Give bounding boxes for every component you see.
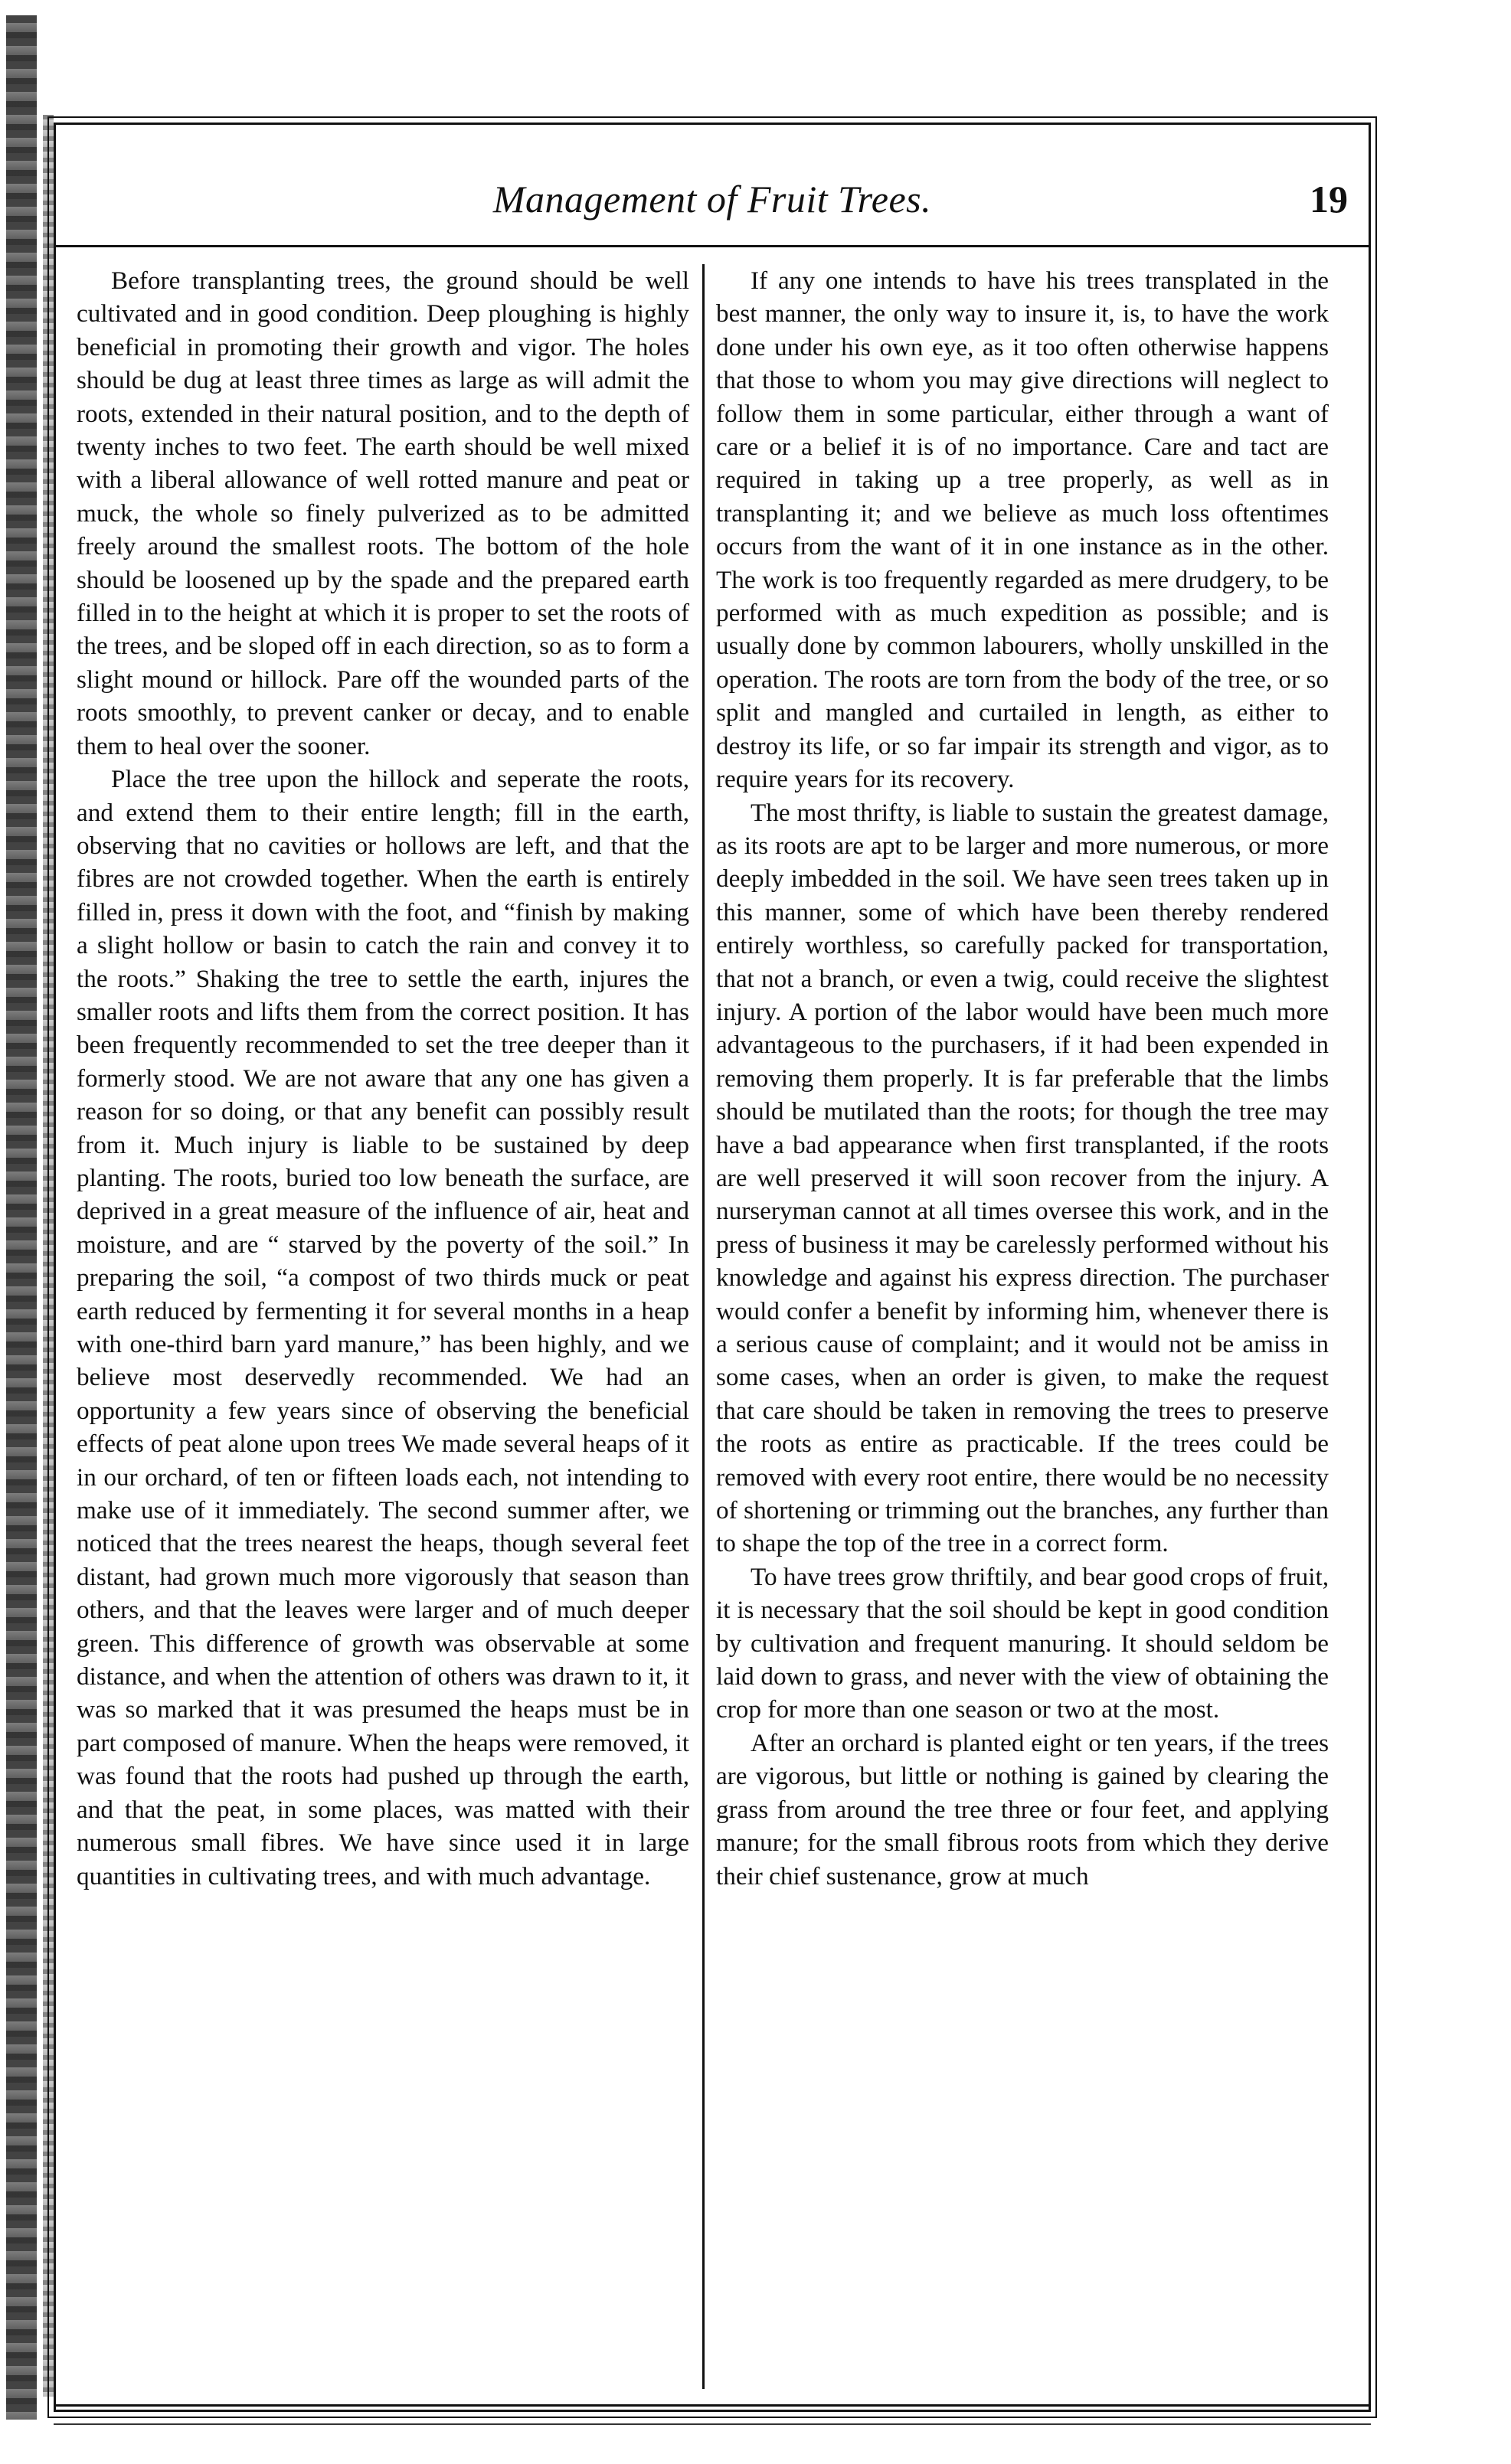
column-divider — [702, 264, 705, 2389]
page-header — [54, 172, 1371, 241]
footer-rule-outer — [54, 2423, 1371, 2425]
paragraph: The most thrifty, is liable to sustain the greatest damage, as its roots are apt to be larger and more numerous, or more deeply imbedded in the soil. We have seen trees taken up in this manner, some of which have been thereby rendered entirely worthless, so carefully packed for transportation, that not a branch, or even a twig, could receive the slightest injury. A portion of the labor would have been much more advantageous to the purchasers, if it had been expended in removing them properly. It is far preferable that the limbs should be mutilated than the roots; for though the tree may have a bad appearance when first transplanted, if the roots are well preserved it will soon recover from the injury. A nurseryman cannot at all times oversee this work, and in the press of business it may be carelessly performed without his knowledge and against his express direction. The purchaser would confer a benefit by informing him, whenever there is a serious cause of complaint; and it would not be amiss in some cases, when an order is given, to make the request that care should be taken in removing the trees to preserve the roots as entire as practicable. If the trees could be removed with every root entire, there would be no necessity of shortening or trimming out the branches, any further than to shape the top of the tree in a correct form. — [716, 798, 1329, 1558]
header-rule — [54, 245, 1371, 247]
left-column — [77, 264, 689, 1893]
paragraph: To have trees grow thriftily, and bear good crops of fruit, it is necessary that the soil should be kept in good condition by cultivation and frequent manuring. It should seldom be laid down to grass, and never with the view of obtaining the crop for more than one season or two at the most. — [716, 1562, 1329, 1724]
page-number: 19 — [1310, 178, 1348, 221]
paragraph: Place the tree upon the hillock and seperate the roots, and extend them to their entire length; fill in the earth, observing that no cavities or hollows are left, and that the fibres are not crowded together. When the earth is entirely filled in, press it down with the foot, and “finish by making a slight hollow or basin to catch the rain and convey it to the roots.” Shaking the tree to settle the earth, injures the smaller roots and lifts them from the correct position. It has been frequently recommended to set the tree deeper than it formerly stood. We are not aware that any one has given a reason for so doing, or that any benefit can possibly result from it. Much injury is liable to be sustained by deep planting. The roots, buried too low beneath the surface, are deprived in a great measure of the influence of air, heat and moisture, and are “ starved by the poverty of the soil.” In preparing the soil, “a compost of two thirds muck or peat earth reduced by fermenting it for several months in a heap with one-third barn yard manure,” has been highly, and we believe most deservedly recommended. We had an opportunity a few years since of observing the beneficial effects of peat alone upon trees We made several heaps of it in our orchard, of ten or fifteen loads each, not intending to make use of it immediately. The second summer after, we noticed that the trees nearest the heaps, though several feet distant, had grown much more vigorously that season than others, and that the leaves were larger and of much deeper green. This difference of growth was observable at some distance, and when the attention of others was drawn to it, it was so marked that it was presumed the heaps must be in part composed of manure. When the heaps were removed, it was found that the roots had pushed up through the earth, and that the peat, in some places, was matted with their numerous small fibres. We have since used it in large quantities in cultivating trees, and with much advantage. — [77, 765, 689, 1890]
running-title: Management of Fruit Trees. — [492, 178, 932, 221]
paragraph: Before transplanting trees, the ground should be well cultivated and in good condition. Deep ploughing is highly beneficial in promoting their growth and vigor. The holes should be dug at least three times as large as will admit the roots, extended in their natural position, and to the depth of twenty inches to two feet. The earth should be well mixed with a liberal allowance of well rotted manure and peat or muck, the whole so finely pulverized as to be admitted freely around the smallest roots. The bottom of the hole should be loosened up by the spade and the prepared earth filled in to the height at which it is proper to set the roots of the trees, and be sloped off in each direction, so as to form a slight mound or hillock. Pare off the wounded parts of the roots smoothly, to prevent canker or decay, and to enable them to heal over the sooner. — [77, 266, 689, 760]
paragraph: If any one intends to have his trees transplated in the best manner, the only way to insure it, is, to have the work done under his own eye, as it too often otherwise happens that those to whom you may give directions will neglect to follow them in some particular, either through a want of care or a belief it is of no importance. Care and tact are required in taking up a tree properly, as well as in transplanting it; and we believe as much loss oftentimes occurs from the want of it in one instance as in the other. The work is too frequently regarded as mere drudgery, to be performed with as much expedition as possible; and is usually done by common labourers, wholly unskilled in the operation. The roots are torn from the body of the tree, or so split and mangled and curtailed in length, as either to destroy its life, or so far impair its strength and vigor, as to require years for its recovery. — [716, 266, 1329, 794]
paragraph: After an orchard is planted eight or ten years, if the trees are vigorous, but little or nothing is gained by clearing the grass from around the tree three or four feet, and applying manure; for the small fibrous roots from which they derive their chief sustenance, grow at much — [716, 1728, 1329, 1890]
footer-rule — [54, 2404, 1371, 2407]
page-gutter-shadow — [43, 115, 54, 2397]
right-column — [716, 264, 1329, 1893]
book-binding-edge — [6, 15, 37, 2420]
